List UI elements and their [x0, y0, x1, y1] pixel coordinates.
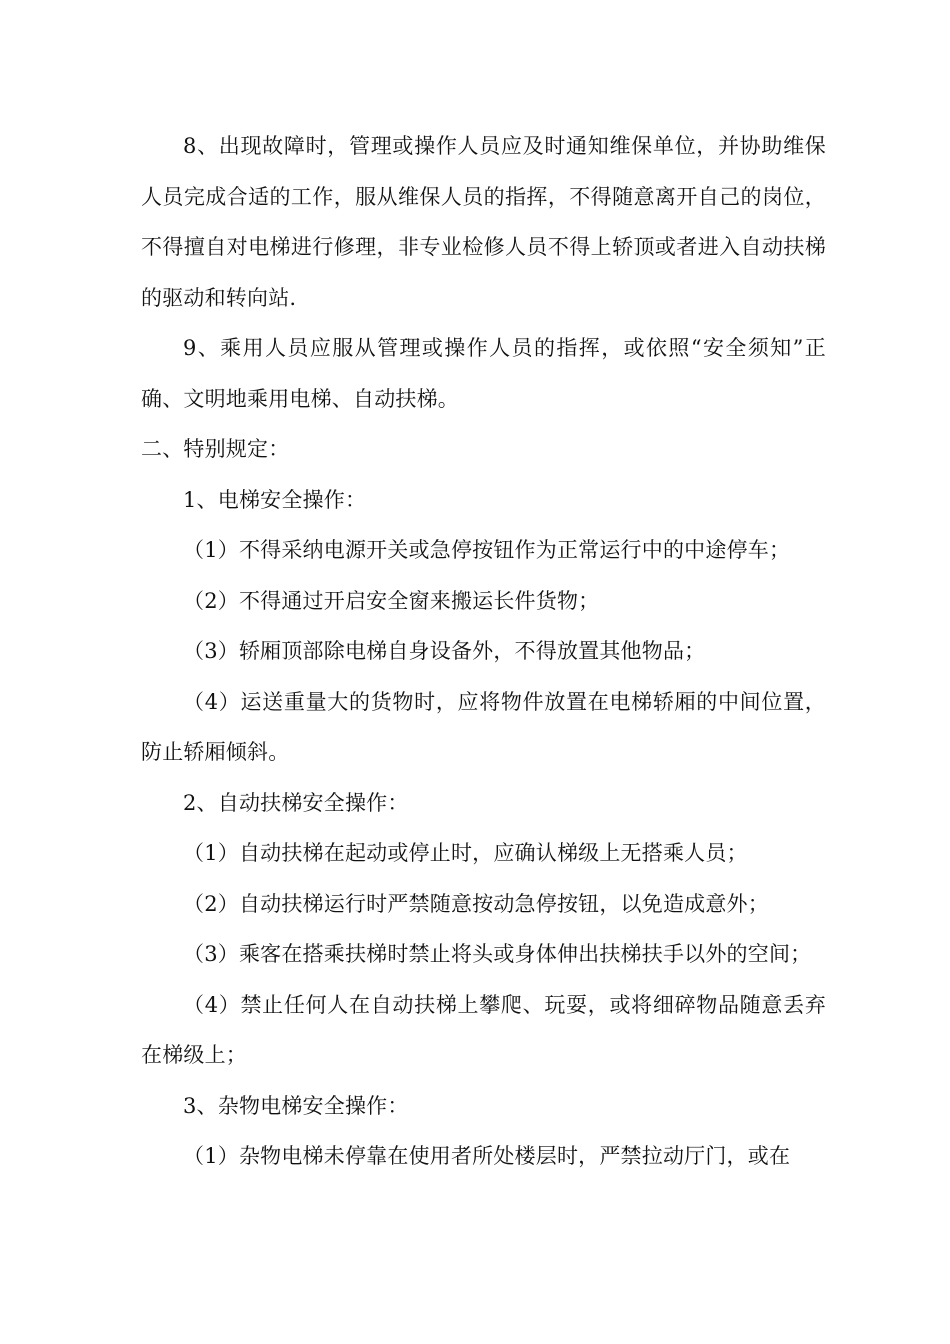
subsection-heading-dumbwaiter: 3、杂物电梯安全操作： — [183, 1093, 409, 1118]
escalator-rule-4: （4）禁止任何人在自动扶梯上攀爬、玩耍，或将细碎物品随意丢弃在梯级上； — [141, 992, 826, 1067]
escalator-rule-2: （2）自动扶梯运行时严禁随意按动急停按钮，以免造成意外； — [183, 891, 769, 916]
subsection-heading-elevator: 1、电梯安全操作： — [183, 487, 367, 512]
escalator-rule-3: （3）乘客在搭乘扶梯时禁止将头或身体伸出扶梯扶手以外的空间； — [183, 942, 812, 966]
subsection-heading-escalator: 2、自动扶梯安全操作： — [183, 790, 409, 815]
escalator-rule-1: （1）自动扶梯在起动或停止时，应确认梯级上无搭乘人员； — [183, 841, 748, 865]
dumbwaiter-rule-1: （1）杂物电梯未停靠在使用者所处楼层时，严禁拉动厅门，或在 — [183, 1144, 791, 1168]
section-heading-special-rules: 二、特别规定： — [141, 437, 290, 461]
elevator-rule-3: （3）轿厢顶部除电梯自身设备外，不得放置其他物品； — [183, 639, 706, 663]
paragraph-item-9: 9、乘用人员应服从管理或操作人员的指挥，或依照“安全须知”正确、文明地乘用电梯、自动扶梯。 — [141, 336, 826, 411]
elevator-rule-4: （4）运送重量大的货物时，应将物件放置在电梯轿厢的中间位置，防止轿厢倾斜。 — [141, 689, 826, 764]
document-body — [141, 121, 826, 1182]
elevator-rule-2: （2）不得通过开启安全窗来搬运长件货物； — [183, 588, 600, 613]
paragraph-item-8: 8、出现故障时，管理或操作人员应及时通知维保单位，并协助维保人员完成合适的工作，服从维保人员的指挥，不得随意离开自己的岗位，不得擅自对电梯进行修理，非专业检修人员不得上轿顶或者进入自动扶梯的驱动和转向站. — [141, 134, 826, 310]
elevator-rule-1: （1）不得采纳电源开关或急停按钮作为正常运行中的中途停车； — [183, 538, 791, 562]
